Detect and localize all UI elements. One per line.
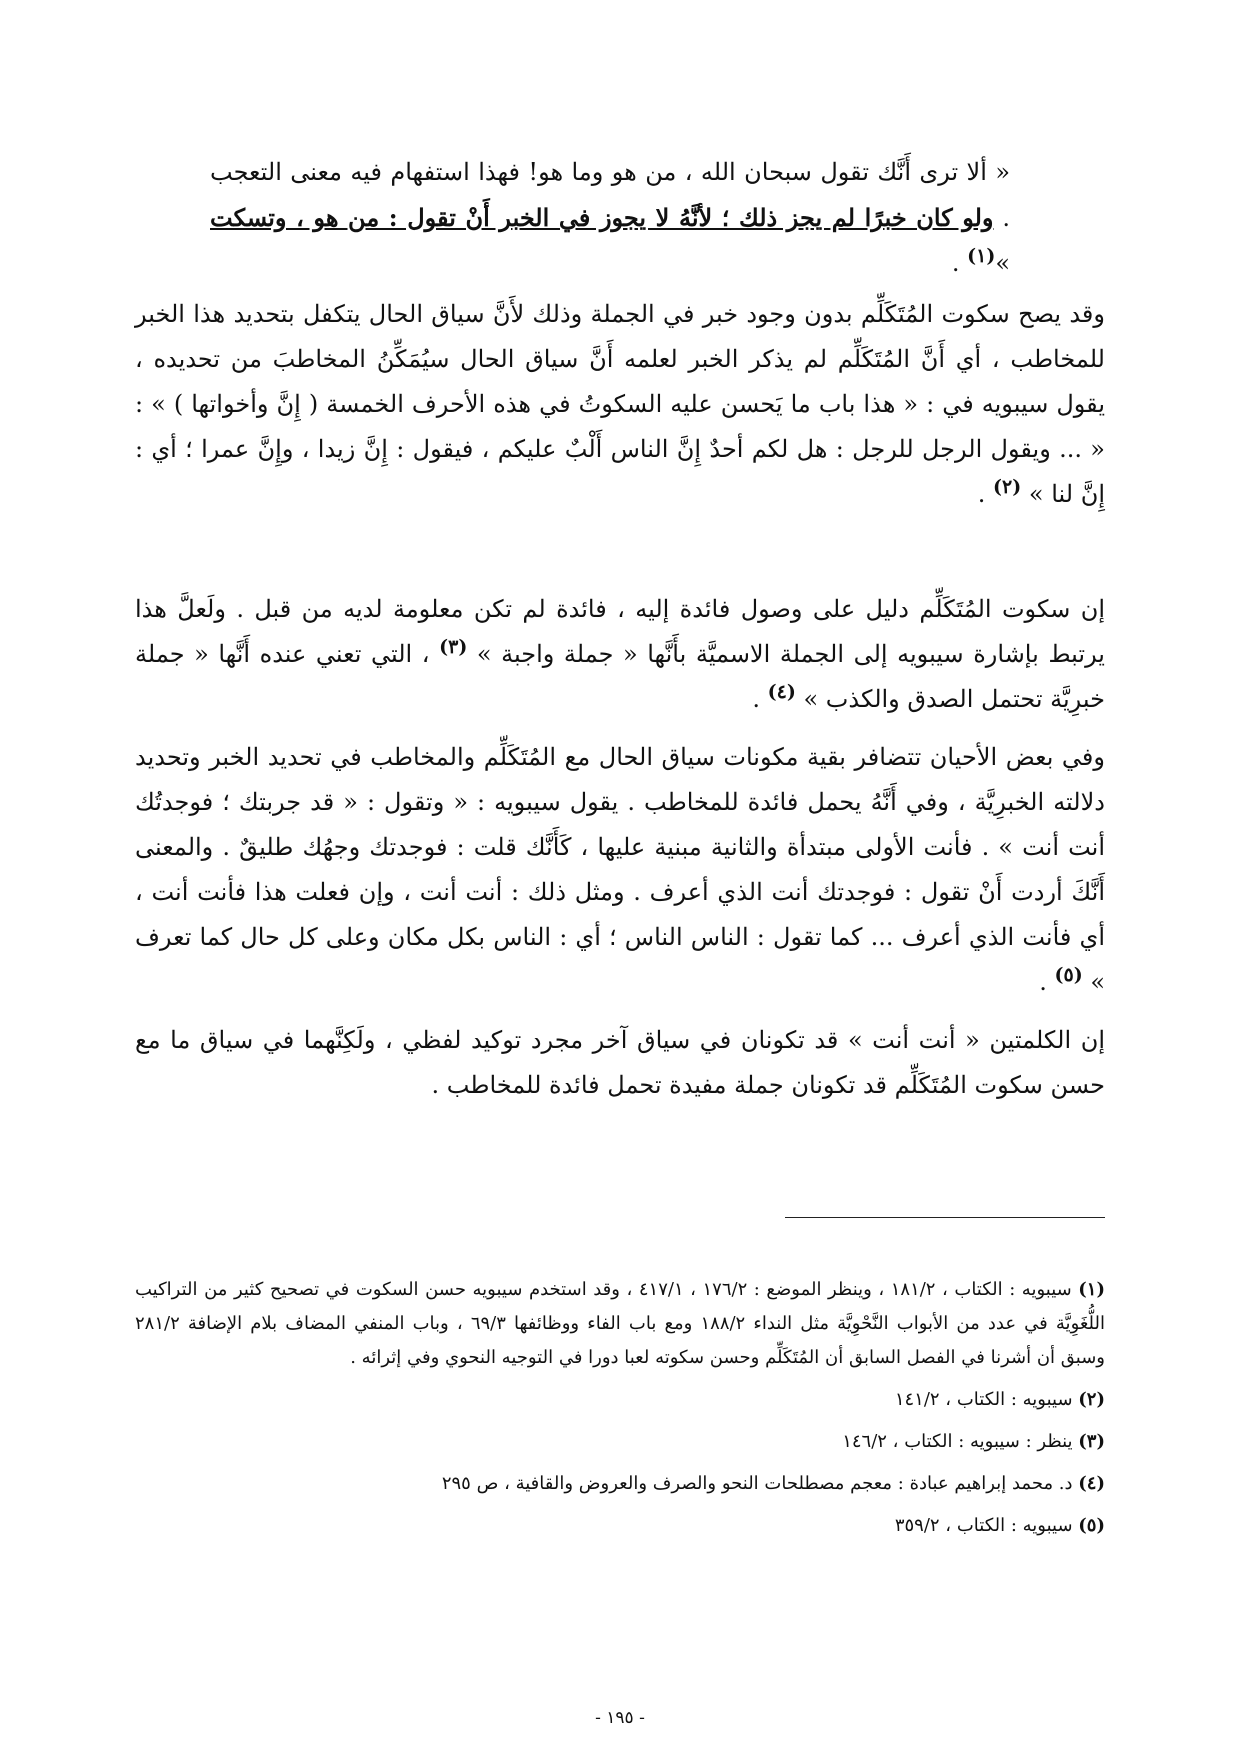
footnote-separator [785, 1217, 1105, 1218]
paragraph-1 [135, 292, 1105, 517]
footnote-4 [135, 1467, 1105, 1501]
footnote-2 [135, 1383, 1105, 1417]
footnote-text: ينظر : سيبويه : الكتاب ، ١٤٦/٢ [842, 1431, 1079, 1452]
quote-open-mark: « [986, 158, 1011, 186]
footnote-ref-2[interactable]: (٢) [993, 476, 1022, 498]
paragraph-4: إن الكلمتين « أنت أنت » قد تكونان في سياق آخر مجرد توكيد لفظي ، ولَكِنَّهما في سياق ما مع حسن سكوت المُتَكَلِّم قد تكونان جملة مفيدة تحمل فائدة للمخاطب . [135, 1026, 1105, 1099]
quote-emphasized-text: ولو كان خبرًا لم يجز ذلك ؛ لأنَّهُ لا يجوز في الخبر أَنْ تقول : من هو ، وتسكت [210, 203, 994, 232]
paragraph-1-text: وقد يصح سكوت المُتَكَلِّم بدون وجود خبر في الجملة وذلك لأَنَّ سياق الحال يتكفل بتحديد هذا الخبر للمخاطب ، أي أَنَّ المُتَكَلِّم لم يذكر الخبر لعلمه أَنَّ سياق الحال سيُمَكِّنُ المخاطبَ من تحديده ، يقول سيبويه في : « هذا باب ما يَحسن عليه السكوتُ في هذه الأحرف الخمسة ( إِنَّ وأخواتها ) » : « ... ويقول الرجل للرجل : هل لكم أحدٌ إِنَّ الناس أَلْبٌ عليكم ، فيقول : إِنَّ زيدا ، وإِنَّ عمرا ؛ أي : إِنَّ لنا » [135, 300, 1105, 508]
footnote-ref-5[interactable]: (٥) [1054, 964, 1083, 986]
footnote-text: د. محمد إبراهيم عبادة : معجم مصطلحات النحو والصرف والعروض والقافية ، ص ٢٩٥ [441, 1473, 1079, 1494]
footnote-5 [135, 1509, 1105, 1543]
paragraph-3-end: . [1039, 968, 1055, 996]
footnote-number: (٣) [1078, 1431, 1105, 1452]
quoted-passage [210, 150, 1010, 286]
quote-tail: . [951, 249, 968, 277]
footnote-ref-1[interactable]: (١) [967, 245, 996, 267]
footnote-text: سيبويه : الكتاب ، ١٤١/٢ [894, 1389, 1079, 1410]
quote-close-mark: » [995, 249, 1010, 277]
paragraph-3 [135, 735, 1105, 1005]
paragraph-2 [135, 587, 1105, 722]
footnotes [135, 1273, 1105, 1551]
footnote-number: (٢) [1078, 1389, 1105, 1410]
footnote-number: (١) [1078, 1279, 1105, 1300]
footnote-text: سيبويه : الكتاب ، ٣٥٩/٢ [894, 1515, 1079, 1536]
paragraph-2-text-b: ، التي تعني عنده أَنَّها « جملة خبرِيَّة تحتمل الصدق والكذب » [135, 640, 1105, 713]
paragraph-1-end: . [977, 480, 994, 508]
paragraph-3-text: وفي بعض الأحيان تتضافر بقية مكونات سياق الحال مع المُتَكَلِّم والمخاطب في تحديد الخبر وتحديد دلالته الخبرِيَّة ، وفي أَنَّهُ يحمل فائدة للمخاطب . يقول سيبويه : « وتقول : « قد جربتك ؛ فوجدتُك أنت أنت » . فأنت الأولى مبتدأة والثانية مبنية عليها ، كَأَنَّك قلت : فوجدتك وجهُك طليقٌ . والمعنى أَنَّكَ أردت أَنْ تقول : فوجدتك أنت الذي أعرف . ومثل ذلك : أنت أنت ، وإن فعلت هذا فأنت أنت ، أي فأنت الذي أعرف ... كما تقول : الناس الناس ؛ أي : الناس بكل مكان وعلى كل حال كما تعرف » [135, 743, 1106, 996]
footnote-ref-4[interactable]: (٤) [767, 681, 796, 703]
footnote-ref-3[interactable]: (٣) [439, 636, 468, 658]
footnote-number: (٥) [1078, 1515, 1105, 1536]
page-number: - ١٩٥ - [595, 1708, 645, 1728]
footnote-text: سيبويه : الكتاب ، ١٨١/٢ ، وينظر الموضع : ١٧٦/٢ ، ٤١٧/١ ، وقد استخدم سيبويه حسن السكوت في تصحيح كثير من التراكيب اللُّغَوِيَّة في عدد من الأبواب النَّحْوِيَّة مثل النداء ١٨٨/٢ ومع باب الفاء ووظائفها ٦٩/٣ ، وباب المنفي المضاف بلام الإضافة ٢٨١/٢ وسبق أن أشرنا في الفصل السابق أن المُتَكَلِّم وحسن سكوته لعبا دورا في التوجيه النحوي وفي إثرائه . [135, 1279, 1105, 1368]
footnote-1 [135, 1273, 1105, 1375]
quote-plain-text: ألا ترى أَنَّك تقول سبحان الله ، من هو وما هو! فهذا استفهام فيه معنى التعجب . [210, 158, 1011, 232]
footnote-3 [135, 1425, 1105, 1459]
paragraph-2-text-a: إن سكوت المُتَكَلِّم دليل على وصول فائدة إليه ، فائدة لم تكن معلومة لديه من قبل . ولَعلَّ هذا يرتبط بإشارة سيبويه إلى الجملة الاسميَّة بأَنَّها « جملة واجبة » [135, 595, 1105, 668]
paragraph-2-end: . [752, 685, 768, 713]
footnote-number: (٤) [1078, 1473, 1105, 1494]
